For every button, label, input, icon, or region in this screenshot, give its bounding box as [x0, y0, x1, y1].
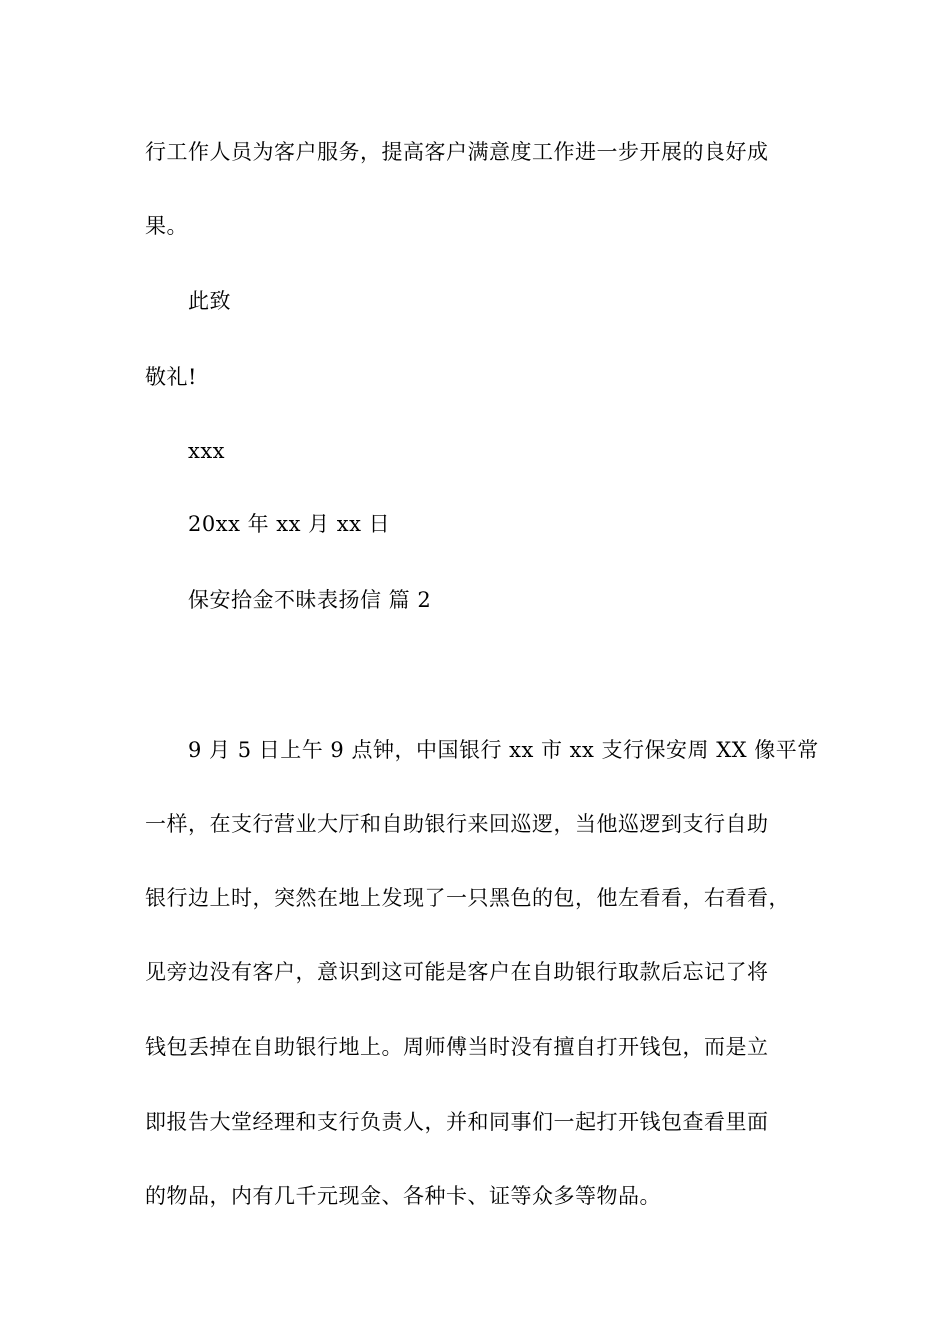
letter2-body-line-7: 的物品，内有几千元现金、各种卡、证等众多等物品。 [145, 1184, 661, 1208]
letter2-body-line-5: 钱包丢掉在自助银行地上。周师傅当时没有擅自打开钱包，而是立 [145, 1035, 769, 1059]
letter2-body-line-2: 一样，在支行营业大厅和自助银行来回巡逻，当他巡逻到支行自助 [145, 812, 769, 836]
letter2-heading: 保安拾金不昧表扬信 篇 2 [188, 588, 432, 612]
letter1-body-line-1: 行工作人员为客户服务，提高客户满意度工作进一步开展的良好成 [145, 140, 769, 164]
letter1-body-line-2: 果。 [145, 214, 188, 238]
letter1-date: 20xx 年 xx 月 xx 日 [188, 512, 391, 536]
letter2-body-line-6: 即报告大堂经理和支行负责人，并和同事们一起打开钱包查看里面 [145, 1110, 769, 1134]
letter2-body-line-4: 见旁边没有客户，意识到这可能是客户在自助银行取款后忘记了将 [145, 960, 769, 984]
letter1-signature: xxx [188, 439, 226, 463]
letter1-closing: 此致 [188, 289, 231, 313]
letter1-salute: 敬礼! [145, 365, 197, 389]
letter2-body-line-3: 银行边上时，突然在地上发现了一只黑色的包，他左看看，右看看， [145, 886, 790, 910]
letter2-body-line-1: 9 月 5 日上午 9 点钟，中国银行 xx 市 xx 支行保安周 XX 像平常 [188, 738, 819, 762]
